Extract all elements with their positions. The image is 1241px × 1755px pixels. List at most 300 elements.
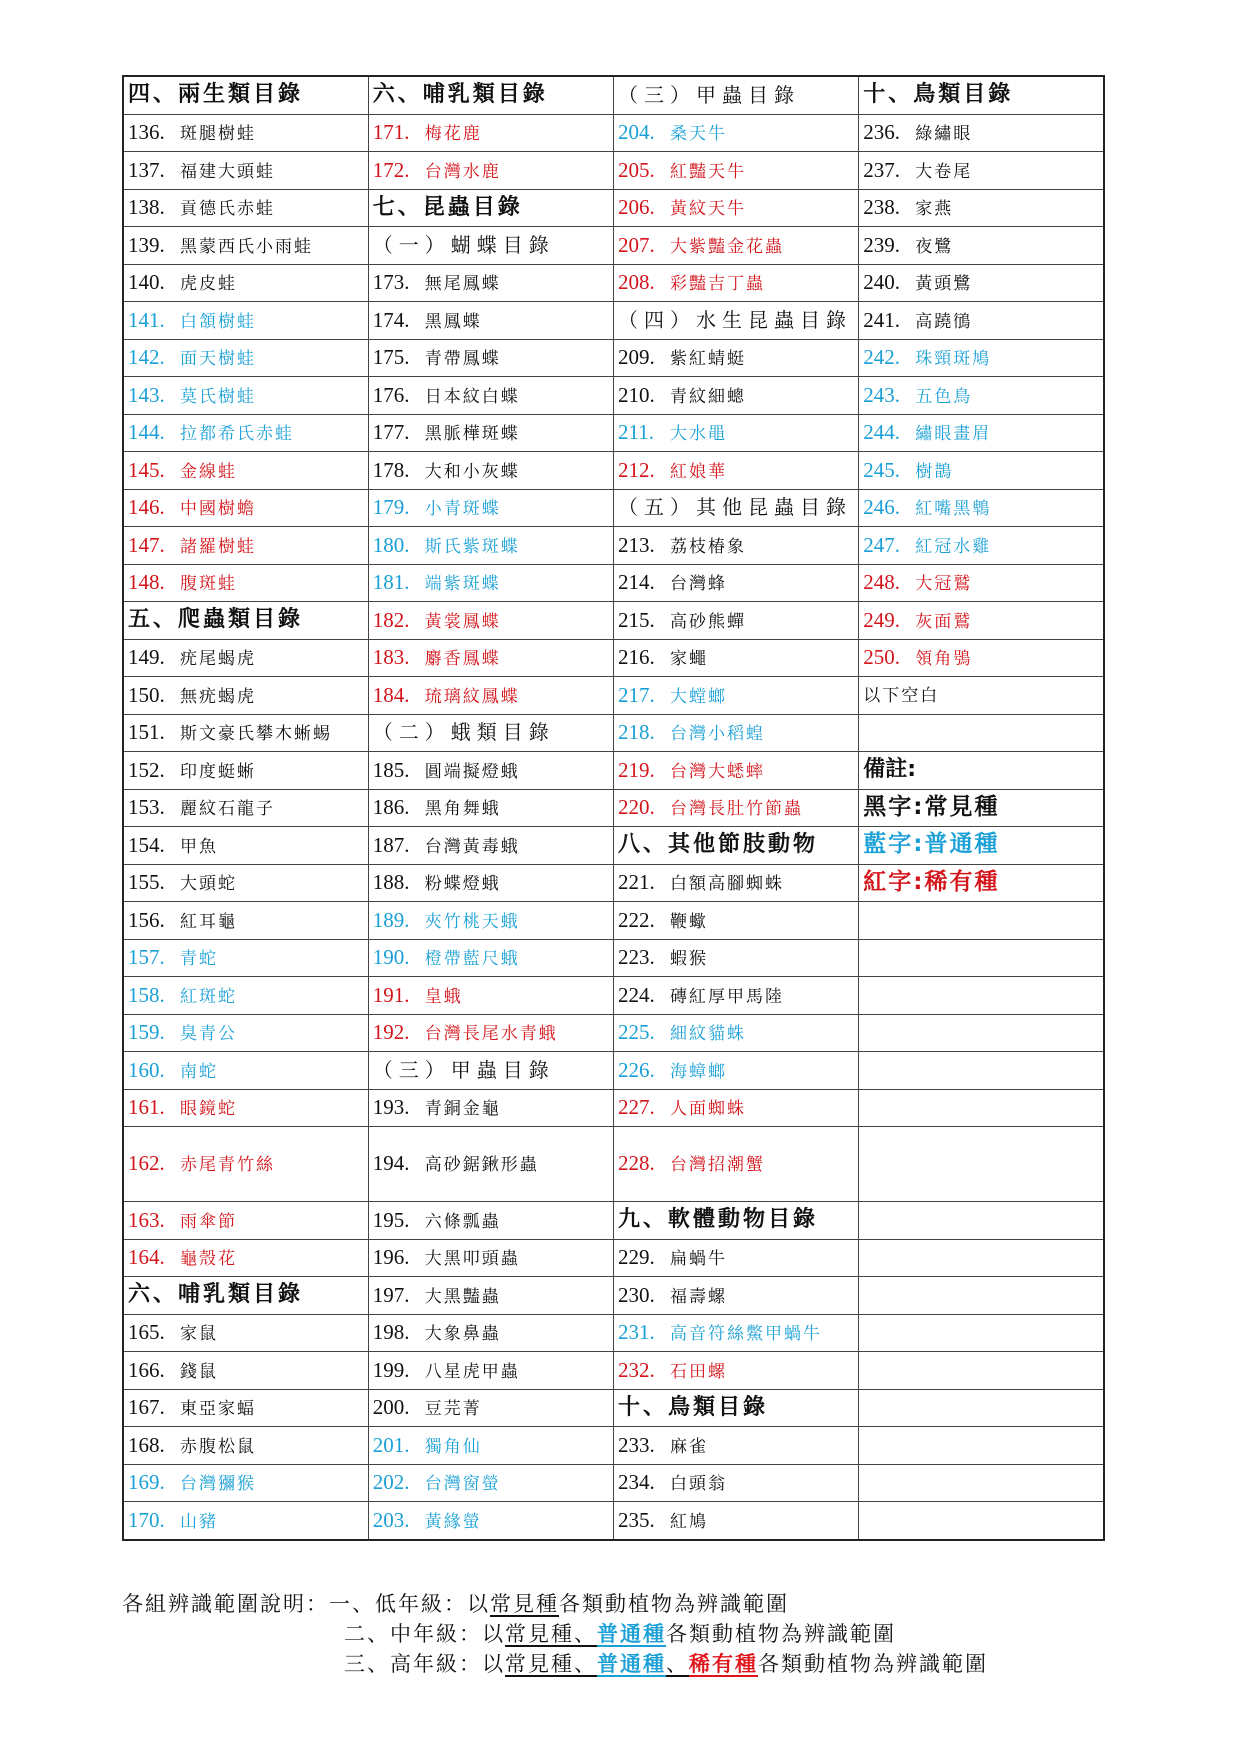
species-name: 橙帶藍尺蛾 (424, 949, 520, 970)
category-heading (368, 76, 613, 114)
species-number: 164. (128, 1245, 165, 1270)
species-entry (368, 1239, 613, 1277)
species-entry (368, 1277, 613, 1315)
species-entry (123, 1014, 368, 1052)
species-number: 159. (128, 1020, 165, 1045)
species-entry (614, 414, 859, 452)
empty-cell (859, 1239, 1104, 1277)
species-number: 219. (618, 757, 655, 782)
species-number: 155. (128, 870, 165, 895)
species-number: 181. (372, 570, 410, 595)
species-entry (859, 602, 1104, 640)
species-entry (123, 677, 368, 715)
species-number: 202. (372, 1470, 410, 1495)
species-entry (614, 977, 859, 1015)
species-number: 226. (618, 1057, 655, 1082)
species-number: 228. (618, 1151, 655, 1176)
species-number: 138. (128, 195, 165, 220)
species-entry (614, 1014, 859, 1052)
species-name: 台灣蜂 (670, 574, 727, 595)
species-number: 245. (863, 457, 900, 482)
table-row (123, 1089, 1104, 1127)
species-number: 220. (618, 795, 655, 820)
species-name: 麻雀 (670, 1436, 708, 1457)
species-entry (123, 302, 368, 340)
species-name: 家燕 (915, 199, 954, 220)
species-name: 海蟑螂 (670, 1061, 727, 1082)
species-name: 青蛇 (180, 949, 218, 970)
species-number: 136. (128, 120, 165, 145)
species-name: 大象鼻蟲 (424, 1324, 501, 1345)
species-number: 199. (372, 1357, 410, 1382)
species-entry (368, 489, 613, 527)
species-number: 173. (372, 270, 410, 295)
species-name: 台灣黃毒蛾 (424, 836, 520, 857)
species-name: 福壽螺 (670, 1286, 727, 1307)
species-entry (123, 1464, 368, 1502)
species-name: 諸羅樹蛙 (180, 536, 256, 557)
category-heading (123, 1277, 368, 1315)
table-row (123, 1014, 1104, 1052)
species-number: 147. (128, 532, 165, 557)
species-entry (614, 752, 859, 790)
species-name: 貢德氏赤蛙 (180, 199, 275, 220)
species-entry (123, 1052, 368, 1090)
table-row (123, 564, 1104, 602)
species-name: 台灣獼猴 (180, 1474, 256, 1495)
species-name: 磚紅厚甲馬陸 (670, 986, 784, 1007)
species-number: 200. (372, 1395, 410, 1420)
species-name: 灰面鷲 (915, 611, 973, 632)
species-name: 麝香鳳蝶 (424, 649, 501, 670)
species-entry (614, 1052, 859, 1090)
empty-cell (859, 1427, 1104, 1465)
species-number: 186. (372, 795, 410, 820)
species-number: 161. (128, 1095, 165, 1120)
species-entry (123, 152, 368, 190)
species-number: 239. (863, 232, 900, 257)
category-heading-text: 四、兩生類目錄 (128, 82, 304, 108)
species-number: 217. (618, 682, 655, 707)
table-row (123, 602, 1104, 640)
scope-text: 各組辨識範圍說明：一、低年級：以 (122, 1592, 490, 1616)
species-entry (614, 902, 859, 940)
species-number: 216. (618, 645, 655, 670)
species-name: 家蠅 (670, 649, 708, 670)
species-name: 黑蒙西氏小雨蛙 (180, 236, 313, 257)
species-name: 大螳螂 (670, 686, 727, 707)
species-entry (614, 1464, 859, 1502)
species-entry (368, 1314, 613, 1352)
species-name: 鞭蠍 (670, 911, 708, 932)
species-number: 140. (128, 270, 165, 295)
category-heading-text: 五、爬蟲類目錄 (128, 607, 304, 633)
species-entry (123, 189, 368, 227)
species-name: 眼鏡蛇 (180, 1099, 237, 1120)
species-entry (368, 977, 613, 1015)
species-entry (614, 714, 859, 752)
species-entry (614, 864, 859, 902)
species-name: 細紋貓蛛 (670, 1024, 746, 1045)
species-name: 大黑豔蟲 (424, 1286, 501, 1307)
table-row (123, 939, 1104, 977)
species-name: 斯氏紫斑蝶 (424, 536, 520, 557)
blank-below-note (859, 677, 1104, 715)
table-row (123, 189, 1104, 227)
species-entry (368, 339, 613, 377)
species-number: 201. (372, 1432, 410, 1457)
species-number: 249. (863, 607, 900, 632)
color-legend-item (859, 789, 1104, 827)
species-entry (859, 452, 1104, 490)
species-entry (123, 864, 368, 902)
species-name: 台灣水鹿 (424, 161, 501, 182)
species-entry (123, 1427, 368, 1465)
category-heading (614, 1389, 859, 1427)
species-entry (123, 902, 368, 940)
species-entry (859, 414, 1104, 452)
scope-line-lower-grade (122, 1590, 988, 1619)
catalog-body (123, 76, 1104, 1540)
species-number: 235. (618, 1507, 655, 1532)
species-name: 黃紋天牛 (670, 199, 746, 220)
species-number: 162. (128, 1151, 165, 1176)
species-number: 156. (128, 907, 165, 932)
species-entry (614, 639, 859, 677)
species-name: 夾竹桃天蛾 (424, 911, 520, 932)
species-name: 高砂鋸鍬形蟲 (424, 1155, 539, 1176)
species-name: 赤腹松鼠 (180, 1436, 256, 1457)
species-number: 189. (372, 907, 410, 932)
species-entry (368, 602, 613, 640)
species-name: 臭青公 (180, 1024, 237, 1045)
species-entry (123, 939, 368, 977)
species-number: 191. (372, 982, 410, 1007)
species-catalog-page (122, 75, 1105, 1541)
scope-text: 各類動植物為辨識範圍 (758, 1652, 988, 1676)
species-number: 187. (372, 832, 410, 857)
species-catalog-table (122, 75, 1105, 1541)
species-number: 236. (863, 120, 900, 145)
species-name: 大冠鷲 (915, 574, 973, 595)
subcategory-heading-text: （五）其他昆蟲目錄 (618, 495, 852, 520)
species-entry (859, 527, 1104, 565)
subcategory-heading-text: （二）蛾類目錄 (372, 720, 555, 745)
table-row (123, 76, 1104, 114)
species-entry (614, 114, 859, 152)
subcategory-heading (368, 227, 613, 265)
subcategory-heading-text: （三）甲蟲目錄 (618, 82, 800, 107)
table-row (123, 1239, 1104, 1277)
species-number: 177. (372, 420, 410, 445)
species-entry (368, 902, 613, 940)
table-row (123, 1127, 1104, 1202)
species-name: 白額高腳蜘蛛 (670, 874, 784, 895)
species-name: 日本紋白蝶 (424, 386, 520, 407)
species-entry (614, 189, 859, 227)
category-heading (859, 76, 1104, 114)
table-row (123, 639, 1104, 677)
empty-cell (859, 977, 1104, 1015)
species-number: 211. (618, 420, 654, 445)
species-number: 139. (128, 232, 165, 257)
species-entry (368, 264, 613, 302)
species-name: 金線蛙 (180, 461, 237, 482)
species-name: 腹斑蛙 (180, 574, 237, 595)
species-number: 237. (863, 157, 900, 182)
species-entry (123, 377, 368, 415)
table-row (123, 452, 1104, 490)
species-entry (123, 264, 368, 302)
species-number: 210. (618, 382, 655, 407)
species-name: 蝦猴 (670, 949, 708, 970)
scope-text: 三、高年級：以 (344, 1652, 505, 1676)
remarks-heading (859, 752, 1104, 790)
species-name: 拉都希氏赤蛙 (180, 424, 294, 445)
table-row (123, 864, 1104, 902)
species-entry (859, 564, 1104, 602)
species-name: 無尾鳳蝶 (424, 274, 501, 295)
table-row (123, 1427, 1104, 1465)
species-name: 粉蝶燈蛾 (424, 874, 501, 895)
species-entry (123, 639, 368, 677)
species-entry (614, 602, 859, 640)
species-entry (614, 564, 859, 602)
species-number: 172. (372, 157, 410, 182)
species-number: 212. (618, 457, 655, 482)
identification-scope-note (122, 1590, 988, 1679)
species-entry (614, 264, 859, 302)
subcategory-heading-text: （四）水生昆蟲目錄 (618, 307, 852, 332)
category-heading-text: 七、昆蟲目錄 (372, 194, 523, 220)
table-row (123, 752, 1104, 790)
species-entry (123, 414, 368, 452)
category-heading-text: 八、其他節肢動物 (618, 832, 819, 858)
species-entry (123, 977, 368, 1015)
species-number: 213. (618, 532, 655, 557)
species-entry (614, 1502, 859, 1540)
species-entry (123, 527, 368, 565)
species-name: 福建大頭蛙 (180, 161, 275, 182)
category-heading (123, 76, 368, 114)
species-entry (859, 639, 1104, 677)
species-number: 224. (618, 982, 655, 1007)
species-number: 176. (372, 382, 410, 407)
rare-species-label: 稀有種 (689, 1651, 758, 1676)
table-row (123, 827, 1104, 865)
species-entry (614, 1427, 859, 1465)
species-number: 142. (128, 345, 165, 370)
species-entry (368, 1202, 613, 1240)
empty-cell (859, 1464, 1104, 1502)
species-entry (368, 827, 613, 865)
separator: 、 (666, 1652, 689, 1676)
species-name: 樹鵲 (915, 461, 954, 482)
species-name: 疣尾蝎虎 (180, 649, 256, 670)
species-name: 東亞家蝠 (180, 1399, 256, 1420)
category-heading (368, 189, 613, 227)
species-number: 192. (372, 1020, 410, 1045)
empty-cell (859, 939, 1104, 977)
species-number: 141. (128, 307, 165, 332)
species-entry (859, 152, 1104, 190)
species-entry (123, 339, 368, 377)
species-name: 梅花鹿 (424, 124, 482, 145)
species-entry (368, 639, 613, 677)
species-entry (368, 114, 613, 152)
species-name: 台灣窗螢 (424, 1474, 501, 1495)
species-number: 214. (618, 570, 655, 595)
species-name: 綠繡眼 (915, 124, 973, 145)
species-name: 家鼠 (180, 1324, 218, 1345)
species-entry (859, 114, 1104, 152)
species-name: 紅鳩 (670, 1511, 708, 1532)
category-heading-text: 九、軟體動物目錄 (618, 1207, 819, 1233)
species-name: 端紫斑蝶 (424, 574, 501, 595)
scope-line-middle-grade (122, 1619, 988, 1649)
species-name: 印度蜓蜥 (180, 761, 256, 782)
species-name: 青帶鳳蝶 (424, 349, 501, 370)
species-entry (123, 1389, 368, 1427)
table-row (123, 264, 1104, 302)
species-number: 198. (372, 1320, 410, 1345)
species-number: 203. (372, 1507, 410, 1532)
species-number: 166. (128, 1357, 165, 1382)
species-name: 黃裳鳳蝶 (424, 611, 501, 632)
species-entry (368, 1502, 613, 1540)
species-entry (123, 564, 368, 602)
species-number: 234. (618, 1470, 655, 1495)
category-heading-text: 六、哺乳類目錄 (128, 1282, 304, 1308)
species-entry (123, 227, 368, 265)
subcategory-heading-text: （一）蝴蝶目錄 (372, 232, 555, 257)
species-number: 183. (372, 645, 410, 670)
species-name: 黃頭鷺 (915, 274, 973, 295)
empty-cell (859, 1502, 1104, 1540)
species-entry (123, 827, 368, 865)
species-name: 青紋細蟌 (670, 386, 746, 407)
species-name: 高音符絲鱉甲蝸牛 (670, 1324, 822, 1345)
table-row (123, 677, 1104, 715)
species-number: 248. (863, 570, 900, 595)
empty-cell (859, 1052, 1104, 1090)
category-heading (614, 827, 859, 865)
color-legend-item (859, 864, 1104, 902)
species-entry (614, 677, 859, 715)
subcategory-heading (614, 76, 859, 114)
species-number: 204. (618, 120, 655, 145)
species-number: 233. (618, 1432, 655, 1457)
category-heading-text: 十、鳥類目錄 (618, 1394, 769, 1420)
table-row (123, 1052, 1104, 1090)
species-name: 獨角仙 (424, 1436, 482, 1457)
subcategory-heading (614, 489, 859, 527)
species-name: 八星虎甲蟲 (424, 1361, 520, 1382)
species-number: 238. (863, 195, 900, 220)
normal-species-label: 普通種 (597, 1621, 666, 1646)
species-name: 紫紅蜻蜓 (670, 349, 746, 370)
species-entry (614, 152, 859, 190)
species-number: 222. (618, 907, 655, 932)
species-name: 大頭蛇 (180, 874, 237, 895)
species-entry (368, 789, 613, 827)
remarks-heading-text: 備註: (863, 757, 917, 783)
species-entry (368, 152, 613, 190)
empty-cell (859, 1202, 1104, 1240)
common-species-label: 常見種、 (505, 1622, 597, 1646)
table-row (123, 489, 1104, 527)
species-entry (123, 1314, 368, 1352)
species-entry (368, 677, 613, 715)
species-number: 150. (128, 682, 165, 707)
legend-red-text: 紅字:稀有種 (863, 868, 1000, 895)
species-number: 175. (372, 345, 410, 370)
species-entry (614, 452, 859, 490)
species-name: 台灣招潮蟹 (670, 1155, 765, 1176)
category-heading (614, 1202, 859, 1240)
species-name: 無疣蝎虎 (180, 686, 256, 707)
species-number: 215. (618, 607, 655, 632)
species-number: 152. (128, 757, 165, 782)
species-entry (859, 189, 1104, 227)
species-name: 台灣小稻蝗 (670, 724, 765, 745)
species-number: 205. (618, 157, 655, 182)
species-entry (368, 1464, 613, 1502)
species-number: 145. (128, 457, 165, 482)
common-species-label: 常見種、 (505, 1652, 597, 1676)
species-entry (614, 1352, 859, 1390)
species-name: 夜鷺 (915, 236, 954, 257)
empty-cell (859, 1014, 1104, 1052)
species-name: 山豬 (180, 1511, 218, 1532)
species-entry (614, 377, 859, 415)
table-row (123, 377, 1104, 415)
species-number: 230. (618, 1282, 655, 1307)
species-name: 台灣長肚竹節蟲 (670, 799, 803, 820)
species-name: 斯文豪氏攀木蜥蜴 (180, 724, 332, 745)
subcategory-heading (368, 1052, 613, 1090)
species-number: 225. (618, 1020, 655, 1045)
category-heading-text: 十、鳥類目錄 (863, 82, 1014, 108)
species-name: 台灣大蟋蟀 (670, 761, 765, 782)
species-entry (123, 452, 368, 490)
table-row (123, 789, 1104, 827)
table-row (123, 1352, 1104, 1390)
species-number: 242. (863, 345, 900, 370)
subcategory-heading-text: （三）甲蟲目錄 (372, 1057, 555, 1082)
species-entry (368, 527, 613, 565)
empty-cell (859, 714, 1104, 752)
species-entry (859, 264, 1104, 302)
species-number: 232. (618, 1357, 655, 1382)
empty-cell (859, 1389, 1104, 1427)
species-number: 209. (618, 345, 655, 370)
table-row (123, 414, 1104, 452)
scope-text: 二、中年級：以 (344, 1622, 505, 1646)
species-entry (123, 489, 368, 527)
species-entry (123, 789, 368, 827)
species-name: 高蹺鴴 (915, 311, 973, 332)
species-entry (123, 114, 368, 152)
table-row (123, 339, 1104, 377)
species-number: 151. (128, 720, 165, 745)
table-row (123, 1277, 1104, 1315)
species-entry (614, 939, 859, 977)
species-number: 196. (372, 1245, 410, 1270)
species-name: 黑脈樺斑蝶 (424, 424, 520, 445)
species-entry (859, 339, 1104, 377)
species-entry (614, 1089, 859, 1127)
